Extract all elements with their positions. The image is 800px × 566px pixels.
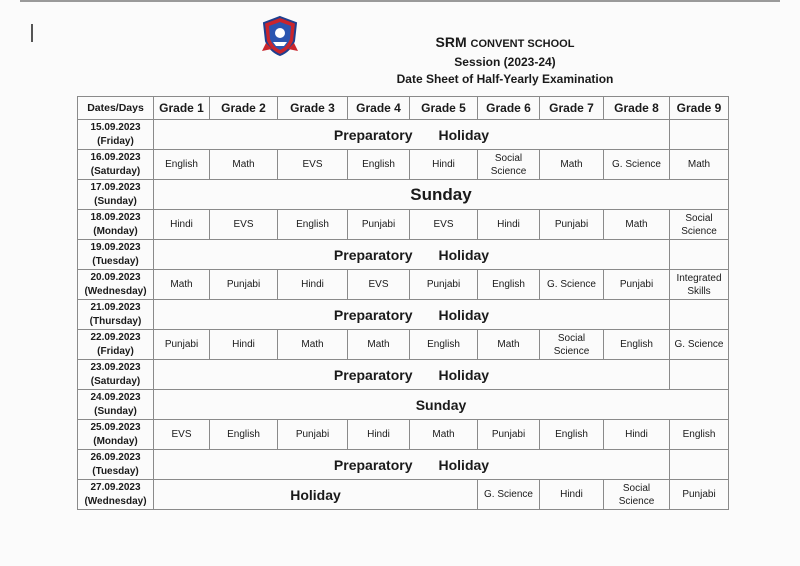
date-text: 21.09.2023 [90, 301, 141, 313]
grade-header: Grade 5 [410, 97, 478, 120]
table-row [78, 270, 729, 300]
empty-cell [670, 360, 729, 390]
subject-cell: Punjabi [410, 270, 478, 300]
table-row [78, 420, 729, 450]
subject-cell: English [478, 270, 540, 300]
date-cell [78, 180, 154, 210]
table-row [78, 330, 729, 360]
subject-cell: English [154, 150, 210, 180]
subject-cell: English [278, 210, 348, 240]
grade-header: Grade 3 [278, 97, 348, 120]
subject-cell: Math [278, 330, 348, 360]
date-cell [78, 360, 154, 390]
holiday-banner [154, 360, 670, 390]
school-name-main: SRM [435, 34, 467, 50]
date-text: 22.09.2023 [90, 331, 141, 343]
subject-cell: Punjabi [478, 420, 540, 450]
subject-cell: Social Science [670, 210, 729, 240]
subject-cell: Math [670, 150, 729, 180]
subject-cell: EVS [210, 210, 278, 240]
subject-cell: Hindi [278, 270, 348, 300]
date-cell [78, 150, 154, 180]
holiday-banner [154, 120, 670, 150]
subject-cell: Hindi [410, 150, 478, 180]
day-text: (Wednesday) [84, 285, 147, 297]
banner-word: Holiday [438, 306, 490, 323]
banner-word: Preparatory [333, 246, 413, 263]
subject-cell: English [540, 420, 604, 450]
subject-cell: Hindi [604, 420, 670, 450]
banner-word: Holiday [438, 246, 490, 263]
date-cell [78, 120, 154, 150]
date-text: 23.09.2023 [90, 361, 141, 373]
subject-cell: English [670, 420, 729, 450]
session-label: Session (2023-24) [454, 55, 556, 69]
day-text: (Monday) [93, 435, 138, 447]
date-sheet-table [77, 96, 729, 510]
grade-header: Grade 6 [478, 97, 540, 120]
grade-header: Grade 1 [154, 97, 210, 120]
day-text: (Thursday) [89, 315, 142, 327]
day-text: (Tuesday) [92, 255, 139, 267]
date-text: 17.09.2023 [90, 181, 141, 193]
banner-word: Holiday [438, 366, 490, 383]
school-name-rest: CONVENT SCHOOL [470, 38, 575, 50]
date-cell [78, 390, 154, 420]
subject-cell: EVS [278, 150, 348, 180]
subject-cell: Math [478, 330, 540, 360]
date-text: 18.09.2023 [90, 211, 141, 223]
subject-cell: Math [540, 150, 604, 180]
table-row [78, 450, 729, 480]
subject-cell: Hindi [348, 420, 410, 450]
date-text: 26.09.2023 [90, 451, 141, 463]
empty-cell [670, 240, 729, 270]
date-cell [78, 300, 154, 330]
date-cell [78, 240, 154, 270]
banner-word: Holiday [290, 486, 341, 503]
dates-days-header: Dates/Days [78, 97, 154, 120]
grade-header: Grade 8 [604, 97, 670, 120]
banner-word: Holiday [438, 126, 490, 143]
day-text: (Friday) [97, 135, 134, 147]
grade-header: Grade 2 [210, 97, 278, 120]
date-text: 16.09.2023 [90, 151, 141, 163]
subject-cell: Punjabi [210, 270, 278, 300]
table-row [78, 240, 729, 270]
subject-cell: Hindi [478, 210, 540, 240]
subject-cell: G. Science [670, 330, 729, 360]
empty-cell [670, 300, 729, 330]
date-text: 25.09.2023 [90, 421, 141, 433]
subject-cell: G. Science [540, 270, 604, 300]
subject-cell: English [348, 150, 410, 180]
empty-cell [670, 450, 729, 480]
holiday-banner [154, 240, 670, 270]
date-text: 19.09.2023 [90, 241, 141, 253]
banner-word: Preparatory [333, 306, 413, 323]
banner-word: Preparatory [333, 366, 413, 383]
banner-word: Sunday [415, 396, 467, 413]
subject-cell: Hindi [154, 210, 210, 240]
banner-word: Preparatory [333, 456, 413, 473]
sunday-banner [154, 180, 729, 210]
subject-cell: G. Science [604, 150, 670, 180]
day-text: (Tuesday) [92, 465, 139, 477]
date-text: 15.09.2023 [90, 121, 141, 133]
subject-cell: Social Science [604, 480, 670, 510]
grade-header: Grade 9 [670, 97, 729, 120]
table-row [78, 150, 729, 180]
holiday-banner [154, 480, 478, 510]
day-text: (Sunday) [94, 195, 137, 207]
document-title: Date Sheet of Half-Yearly Examination [396, 72, 614, 86]
grade-header: Grade 4 [348, 97, 410, 120]
subject-cell: Punjabi [540, 210, 604, 240]
subject-cell: Hindi [210, 330, 278, 360]
subject-cell: Math [604, 210, 670, 240]
top-border-line [20, 0, 780, 2]
table-row [78, 480, 729, 510]
subject-cell: Social Science [478, 150, 540, 180]
subject-cell: Integrated Skills [670, 270, 729, 300]
day-text: (Friday) [97, 345, 134, 357]
school-name [105, 34, 800, 50]
banner-word: Preparatory [333, 126, 413, 143]
grade-header: Grade 7 [540, 97, 604, 120]
date-cell [78, 330, 154, 360]
table-row [78, 180, 729, 210]
date-cell [78, 480, 154, 510]
date-cell [78, 420, 154, 450]
subject-cell: Math [410, 420, 478, 450]
day-text: (Saturday) [90, 165, 141, 177]
subject-cell: EVS [410, 210, 478, 240]
holiday-banner [154, 300, 670, 330]
table-row [78, 300, 729, 330]
margin-mark [31, 24, 33, 42]
day-text: (Saturday) [90, 375, 141, 387]
subject-cell: Punjabi [278, 420, 348, 450]
date-cell [78, 450, 154, 480]
subject-cell: G. Science [478, 480, 540, 510]
holiday-banner [154, 450, 670, 480]
date-text: 20.09.2023 [90, 271, 141, 283]
table-row [78, 210, 729, 240]
empty-cell [670, 120, 729, 150]
subject-cell: EVS [154, 420, 210, 450]
banner-word: Holiday [438, 456, 490, 473]
day-text: (Monday) [93, 225, 138, 237]
date-cell [78, 210, 154, 240]
subject-cell: Math [154, 270, 210, 300]
day-text: (Wednesday) [84, 495, 147, 507]
subject-cell: Math [348, 330, 410, 360]
subject-cell: English [604, 330, 670, 360]
table-row [78, 360, 729, 390]
date-text: 27.09.2023 [90, 481, 141, 493]
banner-word: Sunday [410, 184, 472, 204]
table-row [78, 390, 729, 420]
subject-cell: Punjabi [154, 330, 210, 360]
date-text: 24.09.2023 [90, 391, 141, 403]
subject-cell: Hindi [540, 480, 604, 510]
subject-cell: Punjabi [348, 210, 410, 240]
day-text: (Sunday) [94, 405, 137, 417]
subject-cell: Punjabi [604, 270, 670, 300]
subject-cell: EVS [348, 270, 410, 300]
subject-cell: English [410, 330, 478, 360]
table-row [78, 120, 729, 150]
subject-cell: Math [210, 150, 278, 180]
date-cell [78, 270, 154, 300]
subject-cell: Social Science [540, 330, 604, 360]
subject-cell: Punjabi [670, 480, 729, 510]
sunday-banner [154, 390, 729, 420]
subject-cell: English [210, 420, 278, 450]
table-header-row [78, 97, 729, 120]
